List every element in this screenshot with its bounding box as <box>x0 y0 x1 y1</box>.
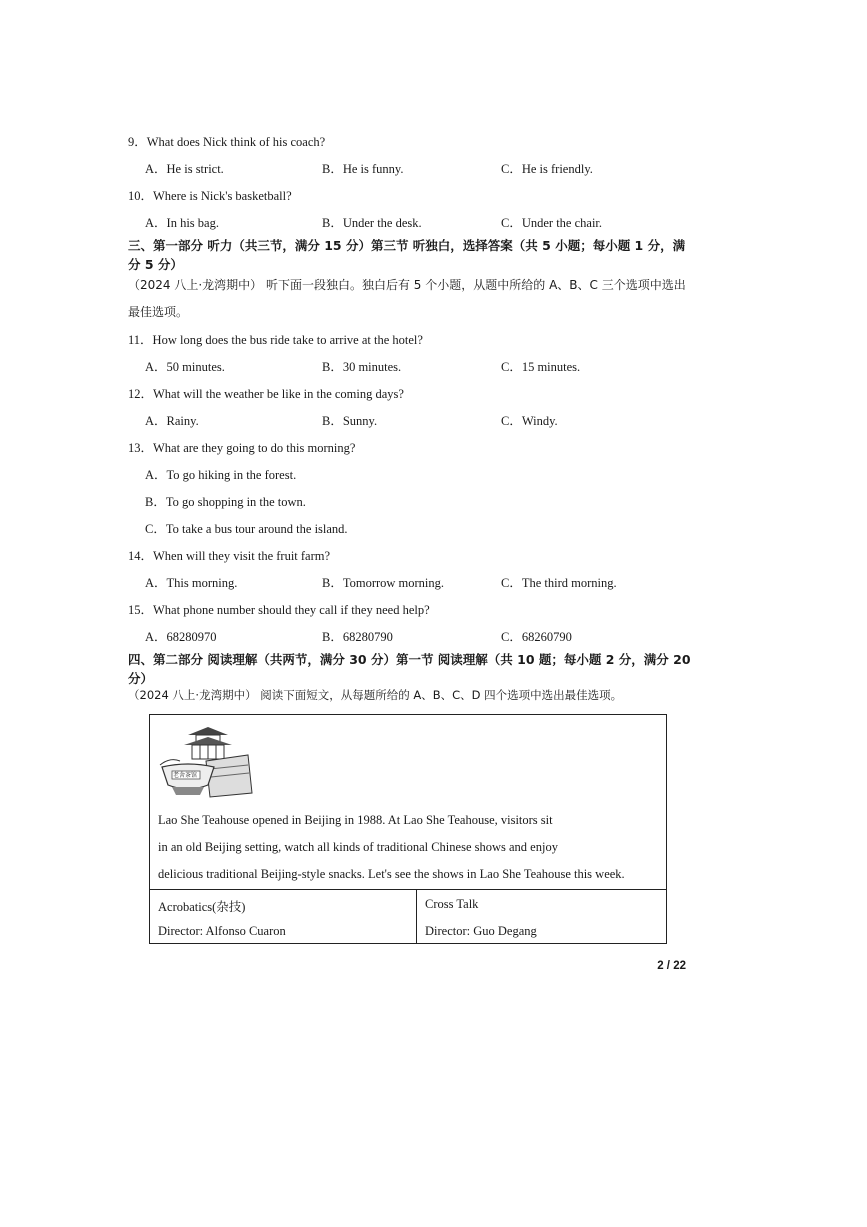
q13-option-a: A．To go hiking in the forest. <box>145 468 297 482</box>
show-name: Cross Talk <box>425 897 479 911</box>
q15-option-b: B．68280790 <box>322 630 393 644</box>
q9-option-a: A．He is strict. <box>145 162 224 176</box>
question-13: 13．What are they going to do this morning? <box>128 441 356 455</box>
q10-option-c: C．Under the chair. <box>501 216 603 230</box>
q12-option-b: B．Sunny. <box>322 414 378 428</box>
show-director: Director: Guo Degang <box>425 924 537 938</box>
question-15: 15．What phone number should they call if they need help? <box>128 603 430 617</box>
section-4-instructions: （2024 八上·龙湾期中） 阅读下面短文，从每题所给的 A、B、C、D 四个选项中选出最佳选项。 <box>128 688 623 702</box>
passage-line-3: delicious traditional Beijing-style snacks. Let's see the shows in Lao She Teahouse this week. <box>158 867 625 881</box>
question-14: 14．When will they visit the fruit farm? <box>128 549 331 563</box>
page-number: 2 / 22 <box>657 960 686 972</box>
passage-intro <box>150 715 666 890</box>
q11-option-a: A．50 minutes. <box>145 360 225 374</box>
q9-option-b: B．He is funny. <box>322 162 404 176</box>
passage-line-2: in an old Beijing setting, watch all kinds of traditional Chinese shows and enjoy <box>158 840 558 854</box>
q10-option-a: A．In his bag. <box>145 216 219 230</box>
section-3-title: 三、第一部分 听力（共三节，满分 15 分）第三节 听独白，选择答案（共 5 小题；每小题 1 分，满分 5 分） <box>128 238 686 272</box>
show-cell-acrobatics <box>150 889 417 943</box>
show-name: Acrobatics(杂技) <box>158 900 246 914</box>
q15-option-c: C．68260790 <box>501 630 572 644</box>
question-9: 9．What does Nick think of his coach? <box>128 135 326 149</box>
q14-option-b: B．Tomorrow morning. <box>322 576 445 590</box>
q13-option-c: C．To take a bus tour around the island. <box>145 522 348 536</box>
question-11: 11．How long does the bus ride take to arrive at the hotel? <box>128 333 423 347</box>
logo-lettering: 老舍茶馆 <box>173 772 198 779</box>
show-director: Director: Alfonso Cuaron <box>158 924 286 938</box>
q12-option-c: C．Windy. <box>501 414 558 428</box>
question-12: 12．What will the weather be like in the coming days? <box>128 387 404 401</box>
section-4-title: 四、第二部分 阅读理解（共两节，满分 30 分）第一节 阅读理解（共 10 题；每小题 2 分，满分 20 分） <box>128 652 691 686</box>
q15-option-a: A．68280970 <box>145 630 217 644</box>
q11-option-c: C．15 minutes. <box>501 360 581 374</box>
show-cell-cross-talk <box>417 889 666 943</box>
passage-line-1: Lao She Teahouse opened in Beijing in 1988. At Lao She Teahouse, visitors sit <box>158 813 553 827</box>
teahouse-logo-icon <box>158 721 254 799</box>
q14-option-a: A．This morning. <box>145 576 238 590</box>
q13-option-b: B．To go shopping in the town. <box>145 495 306 509</box>
q10-option-b: B．Under the desk. <box>322 216 422 230</box>
q11-option-b: B．30 minutes. <box>322 360 402 374</box>
reading-passage-box <box>149 714 667 944</box>
q14-option-c: C．The third morning. <box>501 576 617 590</box>
q9-option-c: C．He is friendly. <box>501 162 593 176</box>
q12-option-a: A．Rainy. <box>145 414 199 428</box>
section-3-instructions: （2024 八上·龙湾期中） 听下面一段独白。独白后有 5 个小题，从题中所给的 A、B、C 三个选项中选出最佳选项。 <box>128 278 686 319</box>
question-10: 10．Where is Nick's basketball? <box>128 189 292 203</box>
